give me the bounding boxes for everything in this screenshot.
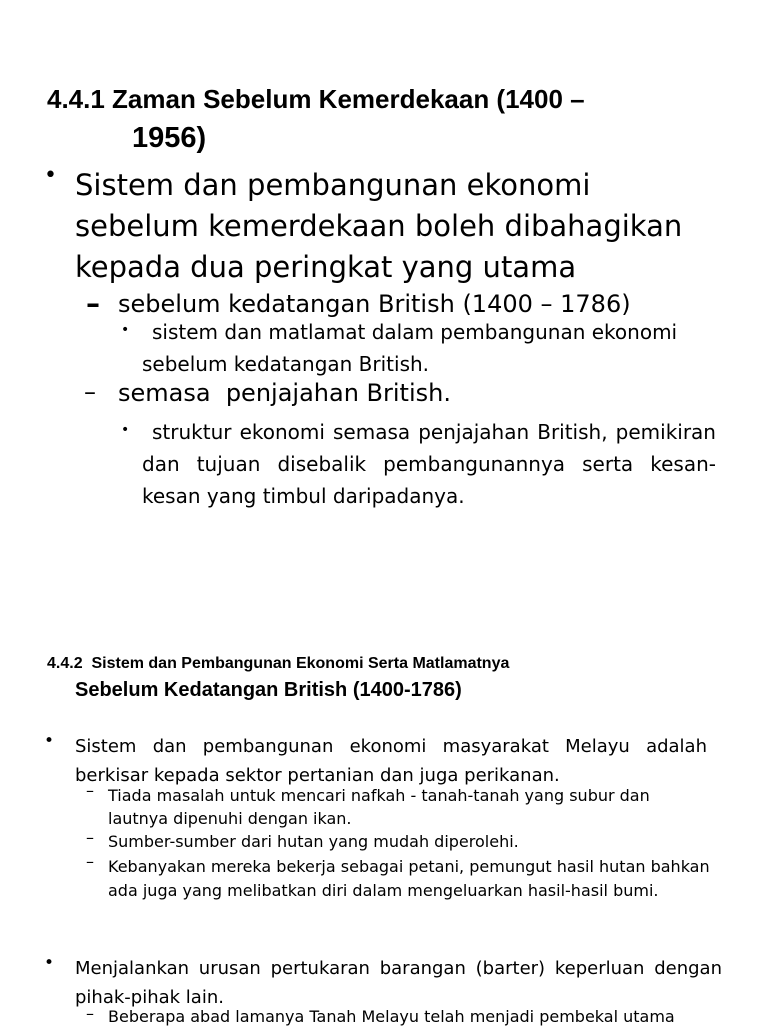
section2-heading-line2: Sebelum Kedatangan British (1400-1786) — [75, 679, 462, 701]
point1-text: Sistem dan pembangunan ekonomi masyarakat Melayu adalah berkisar kepada sektor pertanian dan juga perikanan. — [75, 736, 707, 786]
phase1-label: sebelum kedatangan British (1400 – 1786) — [118, 290, 631, 318]
phase2-detail-bullet: • — [121, 422, 130, 438]
point1-sub3-dash: – — [86, 852, 94, 871]
point2-bullet: • — [44, 953, 55, 973]
point1-sub2: Sumber-sumber dari hutan yang mudah diperolehi. — [108, 832, 519, 851]
section1-bullet: • — [44, 163, 57, 188]
phase1-detail-bullet: • — [121, 322, 130, 338]
point2-text: Menjalankan urusan pertukaran barangan (barter) keperluan dengan pihak-pihak lain. — [75, 958, 722, 1008]
phase1-detail: sistem dan matlamat dalam pembangunan ekonomi sebelum kedatangan British. — [142, 320, 678, 376]
phase2-label: semasa penjajahan British. — [118, 379, 451, 407]
point1-sub3: Kebanyakan mereka bekerja sebagai petani, pemungut hasil hutan bahkan ada juga yang melibatkan diri dalam mengeluarkan hasil-hasil bumi. — [108, 857, 710, 900]
point1-sub2-dash: – — [86, 828, 94, 847]
phase1-dash: – — [86, 287, 100, 320]
section2-heading-line1: 4.4.2 Sistem dan Pembangunan Ekonomi Serta Matlamatnya — [47, 655, 510, 672]
phase2-dash: – — [84, 378, 96, 406]
section1-heading-line2: 1956) — [132, 122, 207, 154]
point1-bullet: • — [44, 731, 55, 751]
point1-sub1: Tiada masalah untuk mencari nafkah - tanah-tanah yang subur dan lautnya dipenuhi dengan ikan. — [108, 786, 650, 828]
phase2-detail: struktur ekonomi semasa penjajahan British, pemikiran dan tujuan disebalik pembangunannya serta kesan-kesan yang timbul daripadanya. — [142, 420, 716, 508]
point1-sub1-dash: – — [86, 781, 94, 800]
section1-heading-line1: 4.4.1 Zaman Sebelum Kemerdekaan (1400 – — [47, 84, 585, 114]
section1-intro: Sistem dan pembangunan ekonomi sebelum kemerdekaan boleh dibahagikan kepada dua peringkat yang utama — [75, 168, 683, 284]
point2-sub1-dash: – — [86, 1004, 94, 1023]
point2-sub1: Beberapa abad lamanya Tanah Melayu telah menjadi pembekal utama — [108, 1007, 675, 1026]
